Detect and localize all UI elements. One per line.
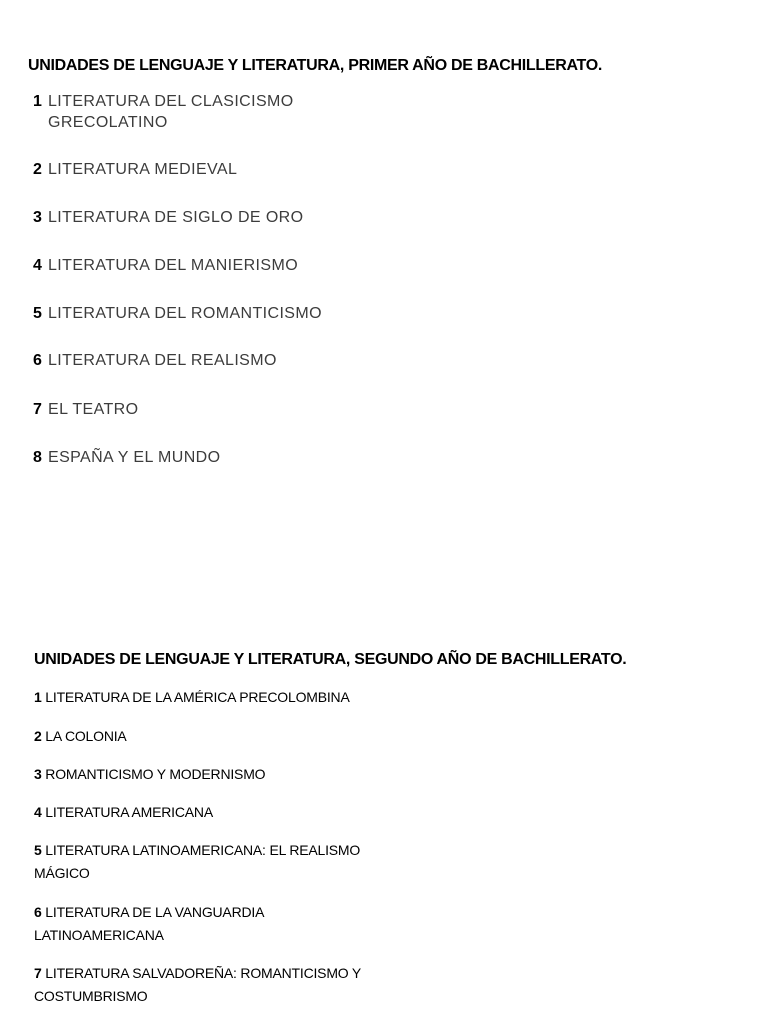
section1-title: UNIDADES DE LENGUAJE Y LITERATURA, PRIMER AÑO DE BACHILLERATO. <box>28 57 603 74</box>
unit-number: 3 <box>33 209 42 226</box>
unit-item <box>33 255 373 276</box>
unit-title: LITERATURA SALVADOREÑA: ROMANTICISMO Y COSTUMBRISMO <box>34 965 361 1004</box>
unit-item <box>34 801 414 824</box>
unit-number: 6 <box>34 904 42 920</box>
unit-item <box>33 207 373 228</box>
unit-title: EL TEATRO <box>48 401 139 418</box>
unit-item <box>33 303 373 324</box>
unit-number: 8 <box>33 449 42 466</box>
unit-title: LITERATURA LATINOAMERICANA: EL REALISMO MÁGICO <box>34 842 361 881</box>
unit-title: ESPAÑA Y EL MUNDO <box>48 449 221 466</box>
unit-item <box>34 725 414 748</box>
unit-item <box>34 686 414 709</box>
unit-number: 2 <box>33 161 42 178</box>
unit-title: LITERATURA DE LA VANGUARDIA LATINOAMERICANA <box>34 904 264 943</box>
unit-title: ROMANTICISMO Y MODERNISMO <box>45 766 266 782</box>
unit-number: 1 <box>34 689 42 705</box>
unit-title: LITERATURA DEL CLASICISMO GRECOLATINO <box>48 93 294 131</box>
unit-number: 5 <box>33 305 42 322</box>
unit-title: LITERATURA DEL REALISMO <box>48 352 277 369</box>
unit-number: 4 <box>33 257 42 274</box>
unit-item <box>34 901 294 947</box>
section2-title: UNIDADES DE LENGUAJE Y LITERATURA, SEGUNDO AÑO DE BACHILLERATO. <box>34 651 627 668</box>
unit-number: 6 <box>33 352 42 369</box>
unit-title: LITERATURA DE LA AMÉRICA PRECOLOMBINA <box>45 689 350 705</box>
unit-item <box>33 350 373 371</box>
unit-number: 7 <box>34 965 42 981</box>
unit-title: LITERATURA DE SIGLO DE ORO <box>48 209 304 226</box>
unit-title: LITERATURA AMERICANA <box>45 804 213 820</box>
unit-title: LITERATURA DEL ROMANTICISMO <box>48 305 322 322</box>
unit-title: LITERATURA DEL MANIERISMO <box>48 257 299 274</box>
unit-title: LITERATURA MEDIEVAL <box>48 161 238 178</box>
unit-item <box>33 159 373 180</box>
unit-number: 1 <box>33 93 42 110</box>
unit-item <box>33 91 373 133</box>
unit-number: 7 <box>33 401 42 418</box>
unit-item <box>33 447 373 468</box>
unit-item <box>33 399 373 420</box>
unit-title: LA COLONIA <box>45 728 127 744</box>
unit-number: 3 <box>34 766 42 782</box>
unit-number: 5 <box>34 842 42 858</box>
unit-item <box>34 839 394 885</box>
unit-item <box>34 763 414 786</box>
unit-number: 4 <box>34 804 42 820</box>
unit-number: 2 <box>34 728 42 744</box>
unit-item <box>34 962 394 1008</box>
